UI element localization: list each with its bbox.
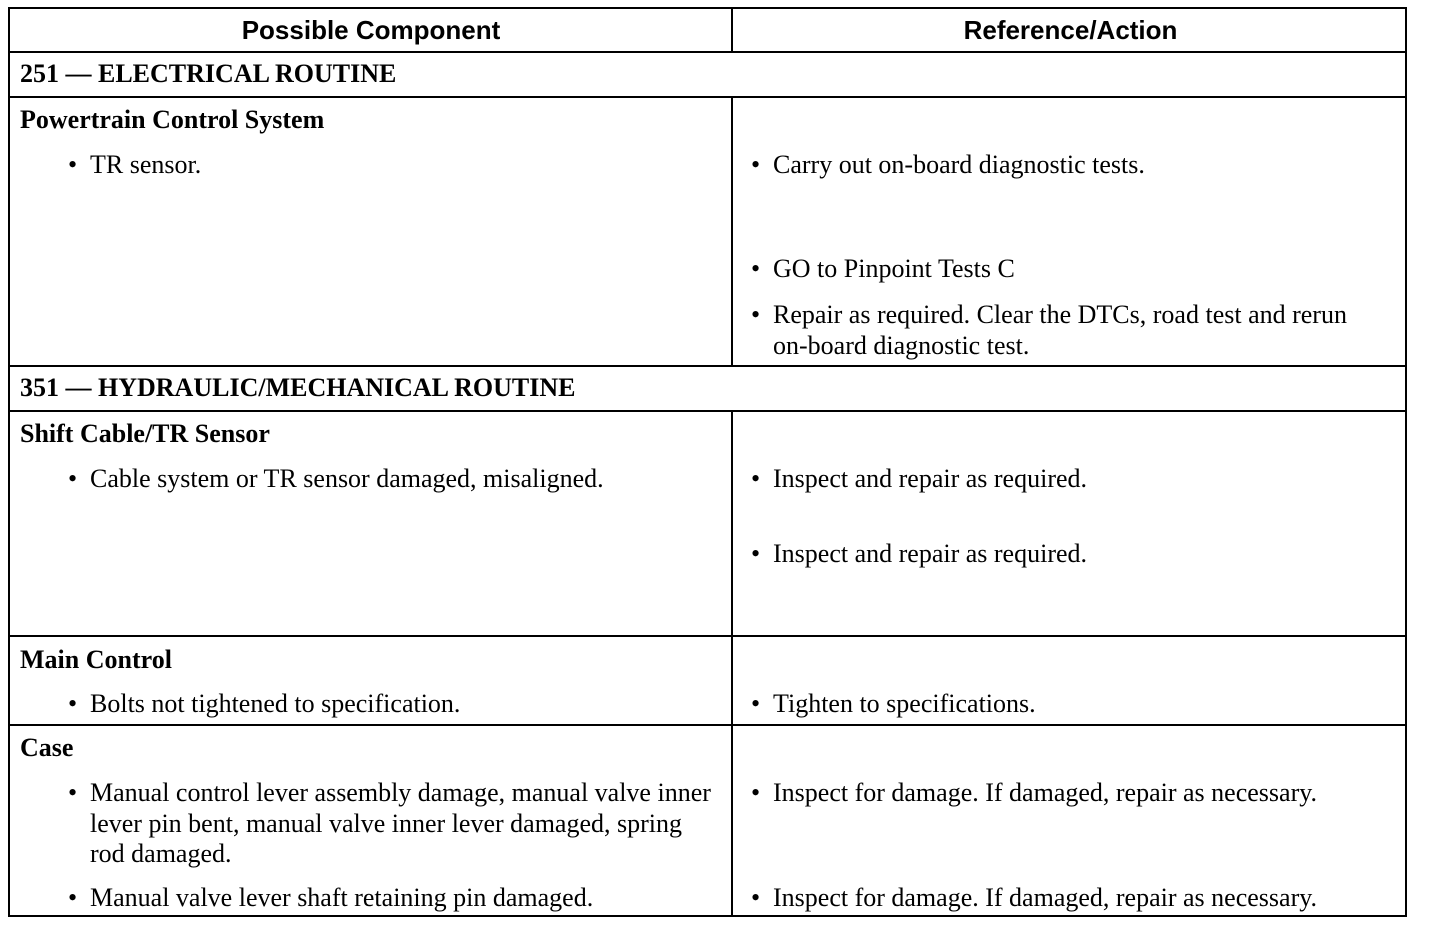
group-name-case: Case	[20, 733, 74, 762]
group-name-shift-cable-tr-sensor: Shift Cable/TR Sensor	[20, 419, 270, 448]
column-divider	[731, 9, 733, 53]
bullet: •	[68, 150, 78, 179]
column-divider	[731, 410, 733, 917]
bullet: •	[68, 464, 78, 493]
action-item: • Inspect for damage. If damaged, repair as necessary.	[751, 883, 1318, 912]
divider	[10, 365, 1405, 367]
bullet: •	[751, 150, 761, 179]
action-item: • GO to Pinpoint Tests C	[751, 254, 1015, 283]
bullet: •	[751, 300, 761, 329]
divider	[10, 410, 1405, 412]
action-item: • Tighten to specifications.	[751, 689, 1036, 718]
bullet: •	[751, 689, 761, 718]
divider	[10, 635, 1405, 637]
header-possible-component: Possible Component	[241, 15, 501, 45]
divider	[10, 96, 1405, 98]
bullet: •	[751, 539, 761, 568]
bullet: •	[68, 883, 78, 912]
action-item: • Carry out on-board diagnostic tests.	[751, 150, 1145, 179]
group-name-powertrain-control-system: Powertrain Control System	[20, 105, 325, 134]
bullet: •	[751, 778, 761, 807]
component-item: • TR sensor.	[68, 150, 202, 179]
bullet: •	[751, 883, 761, 912]
header-reference-action: Reference/Action	[963, 15, 1178, 45]
component-item: • Manual control lever assembly damage, manual valve inner lever pin bent, manual valve inner lever damaged, spring rod damaged.	[68, 778, 711, 868]
bullet: •	[68, 778, 78, 807]
action-item: • Repair as required. Clear the DTCs, road test and rerun on-board diagnostic test.	[751, 300, 1347, 360]
bullet: •	[751, 254, 761, 283]
section-title-hydraulic-mechanical-routine: 351 — HYDRAULIC/MECHANICAL ROUTINE	[20, 373, 576, 402]
bullet: •	[68, 689, 78, 718]
action-item: • Inspect and repair as required.	[751, 539, 1088, 568]
bullet: •	[751, 464, 761, 493]
group-name-main-control: Main Control	[20, 645, 172, 674]
component-item: • Manual valve lever shaft retaining pin damaged.	[68, 883, 594, 912]
column-divider	[731, 96, 733, 367]
divider	[10, 724, 1405, 726]
component-item: • Bolts not tightened to specification.	[68, 689, 461, 718]
component-item: • Cable system or TR sensor damaged, misaligned.	[68, 464, 604, 493]
troubleshooting-table	[8, 7, 1407, 917]
action-item: • Inspect for damage. If damaged, repair as necessary.	[751, 778, 1318, 807]
divider	[10, 51, 1405, 53]
action-item: • Inspect and repair as required.	[751, 464, 1088, 493]
section-title-electrical-routine: 251 — ELECTRICAL ROUTINE	[20, 59, 397, 88]
